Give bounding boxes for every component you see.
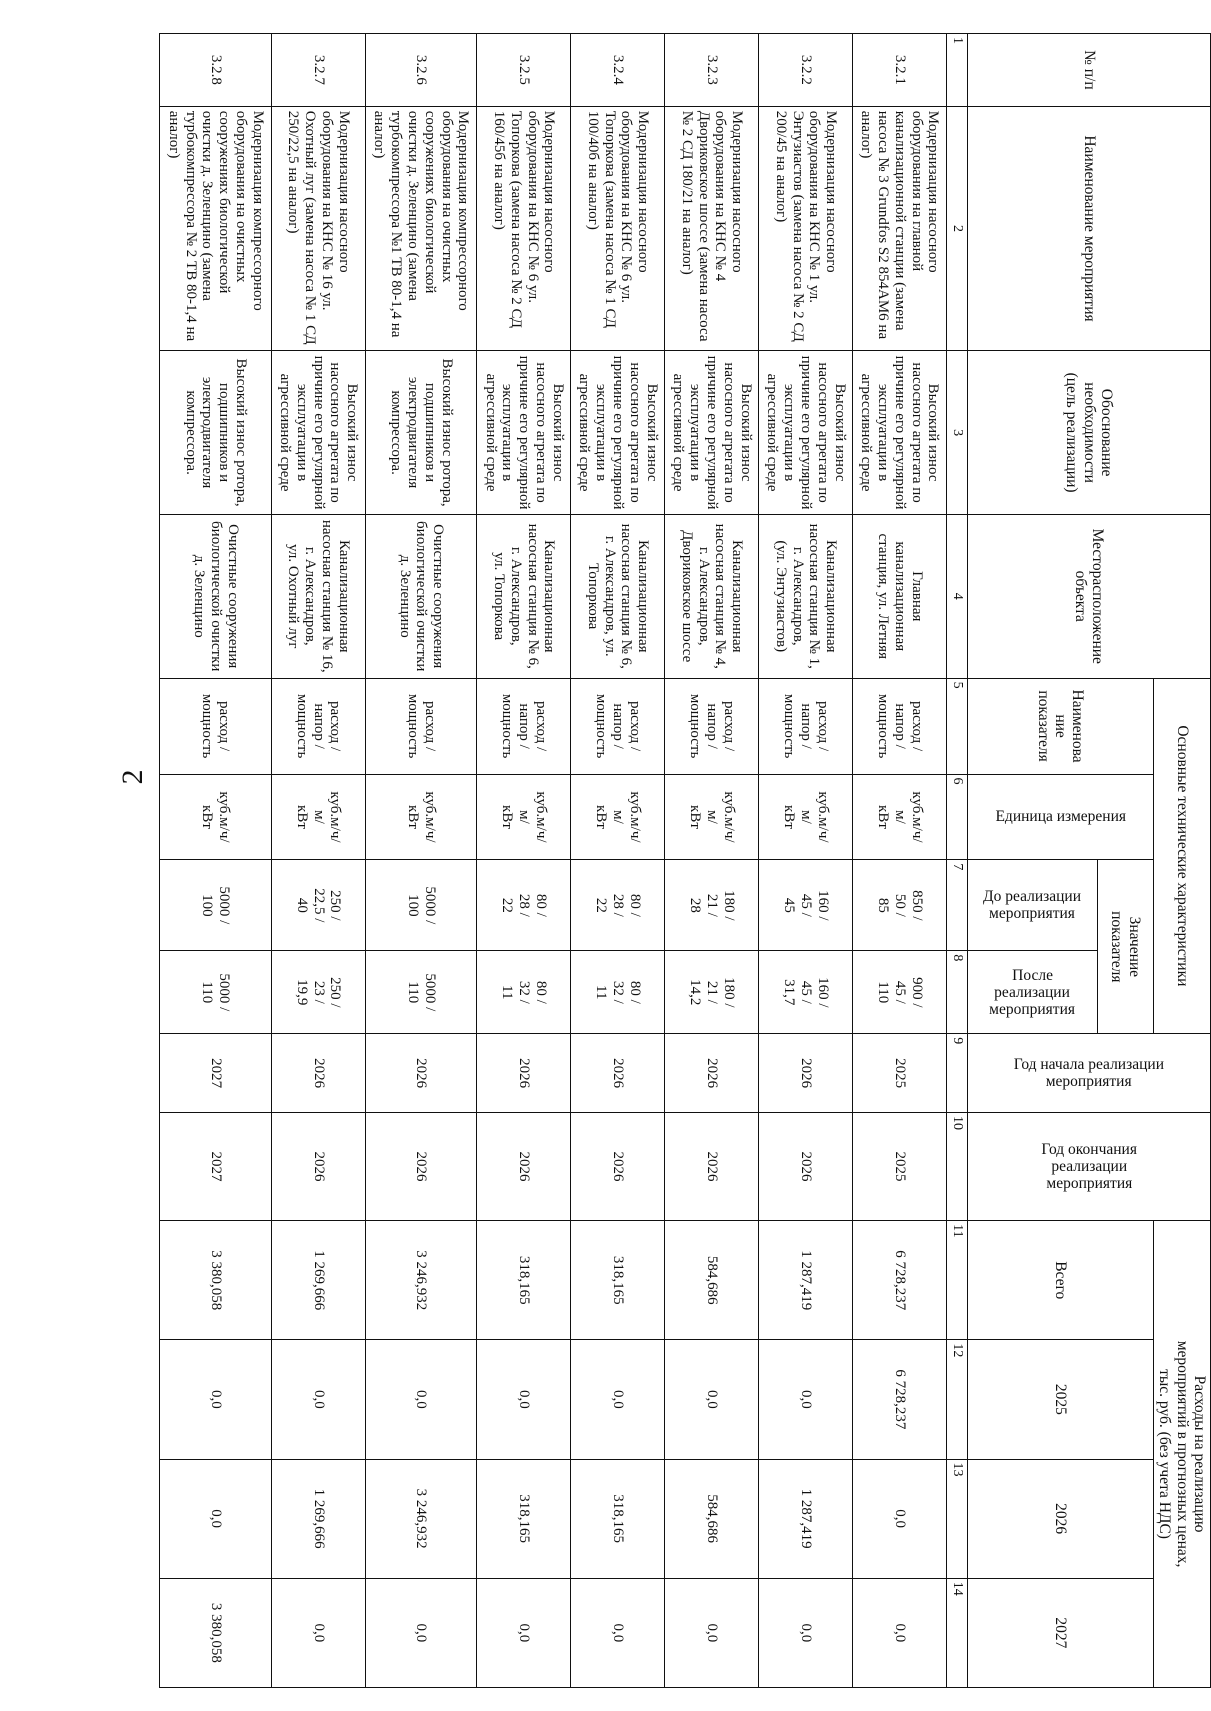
end-year: 2026 xyxy=(571,1113,665,1221)
cost-2026: 1 269,666 xyxy=(271,1459,365,1578)
column-number: 2 xyxy=(946,106,967,351)
value-after: 900 / 45 / 110 xyxy=(853,951,947,1034)
cost-total: 318,165 xyxy=(477,1221,571,1340)
indicator-name: расход / напор / мощность xyxy=(853,678,947,774)
measure-reason: Высокий износ ротора, подшипников и электродвигателя компрессора. xyxy=(160,351,272,515)
measure-reason: Высокий износ насосного агрегата по причине его регулярной эксплуатации в агрессивной среде xyxy=(665,351,759,515)
start-year: 2026 xyxy=(477,1034,571,1113)
cost-2026: 318,165 xyxy=(477,1459,571,1578)
indicator-name: расход / напор / мощность xyxy=(477,678,571,774)
header-indicator: Наименова ние показателя xyxy=(967,678,1153,774)
object-location: Очистные сооружения биологической очистки д. Зеленцино xyxy=(160,514,272,678)
rotated-document xyxy=(159,33,1211,1688)
table-row xyxy=(759,34,853,1688)
cost-2025: 0,0 xyxy=(571,1340,665,1459)
header-tech-group: Основные технические характеристики xyxy=(1153,678,1210,1034)
end-year: 2026 xyxy=(477,1113,571,1221)
table-row xyxy=(477,34,571,1688)
indicator-name: расход / напор / мощность xyxy=(665,678,759,774)
end-year: 2026 xyxy=(759,1113,853,1221)
column-number: 6 xyxy=(946,774,967,860)
column-number: 11 xyxy=(946,1221,967,1340)
cost-2027: 0,0 xyxy=(271,1578,365,1687)
measure-name: Модернизация компрессорного оборудования на очистных сооружениях биологической очистки д. Зеленцино (замена турбокомпрессора №1 ТВ 80-1,4 на аналог) xyxy=(365,106,477,351)
row-number: 3.2.6 xyxy=(365,34,477,107)
value-before: 80 / 28 / 22 xyxy=(477,860,571,951)
measure-reason: Высокий износ насосного агрегата по причине его регулярной эксплуатации в агрессивной среде xyxy=(759,351,853,515)
page-number: 2 xyxy=(116,769,149,785)
header-reason: Обоснование необходимости (цель реализации) xyxy=(967,351,1210,515)
column-number: 7 xyxy=(946,860,967,951)
end-year: 2025 xyxy=(853,1113,947,1221)
measure-name: Модернизация компрессорного оборудования на очистных сооружениях биологической очистки д. Зеленцино (замена турбокомпрессора № 2 ТВ 80-1,4 на аналог) xyxy=(160,106,272,351)
value-after: 160 / 45 / 31,7 xyxy=(759,951,853,1034)
indicator-unit: куб.м/ч/ кВт xyxy=(365,774,477,860)
header-location: Месторасположение объекта xyxy=(967,514,1210,678)
start-year: 2026 xyxy=(271,1034,365,1113)
cost-2027: 3 380,058 xyxy=(160,1578,272,1687)
value-after: 80 / 32 / 11 xyxy=(571,951,665,1034)
column-number-row xyxy=(946,34,967,1688)
start-year: 2026 xyxy=(571,1034,665,1113)
cost-2026: 0,0 xyxy=(160,1459,272,1578)
cost-2027: 0,0 xyxy=(759,1578,853,1687)
table-row xyxy=(365,34,477,1688)
measure-name: Модернизация насосного оборудования на КНС № 1 ул. Энтузиастов (замена насоса № 2 СД 200/45 на аналог) xyxy=(759,106,853,351)
indicator-name: расход / напор / мощность xyxy=(571,678,665,774)
value-after: 250 / 23 / 19,9 xyxy=(271,951,365,1034)
measures-table xyxy=(159,33,1211,1688)
start-year: 2026 xyxy=(665,1034,759,1113)
header-2027: 2027 xyxy=(967,1578,1153,1687)
indicator-name: расход / напор / мощность xyxy=(271,678,365,774)
column-number: 4 xyxy=(946,514,967,678)
value-before: 850 / 50 / 85 xyxy=(853,860,947,951)
start-year: 2026 xyxy=(759,1034,853,1113)
row-number: 3.2.5 xyxy=(477,34,571,107)
table-body xyxy=(160,34,947,1688)
end-year: 2026 xyxy=(365,1113,477,1221)
header-name: Наименование мероприятия xyxy=(967,106,1210,351)
row-number: 3.2.1 xyxy=(853,34,947,107)
cost-2025: 6 728,237 xyxy=(853,1340,947,1459)
indicator-unit: куб.м/ч/ м/ кВт xyxy=(571,774,665,860)
header-cost-group: Расходы на реализацию мероприятий в прогнозных ценах, тыс. руб. (без учета НДС) xyxy=(1153,1221,1210,1688)
measure-reason: Высокий износ насосного агрегата по причине его регулярной эксплуатации в агрессивной среде xyxy=(271,351,365,515)
row-number: 3.2.8 xyxy=(160,34,272,107)
measure-name: Модернизация насосного оборудования на КНС № 6 ул. Топоркова (замена насоса № 1 СД 100/40б на аналог) xyxy=(571,106,665,351)
header-2025: 2025 xyxy=(967,1340,1153,1459)
column-number: 12 xyxy=(946,1340,967,1459)
object-location: Канализационная насосная станция № 16, г. Александров, ул. Охотный луг xyxy=(271,514,365,678)
measure-name: Модернизация насосного оборудования на главной канализационной станции (замена насоса № 3 Grundfos S2 854AM6 на аналог) xyxy=(853,106,947,351)
cost-2025: 0,0 xyxy=(665,1340,759,1459)
row-number: 3.2.3 xyxy=(665,34,759,107)
header-value-group: Значение показателя xyxy=(1097,860,1153,1034)
table-row xyxy=(271,34,365,1688)
cost-2027: 0,0 xyxy=(365,1578,477,1687)
end-year: 2026 xyxy=(271,1113,365,1221)
cost-2026: 0,0 xyxy=(853,1459,947,1578)
value-before: 80 / 28 / 22 xyxy=(571,860,665,951)
cost-total: 6 728,237 xyxy=(853,1221,947,1340)
measure-reason: Высокий износ насосного агрегата по причине его регулярной эксплуатации в агрессивной среде xyxy=(571,351,665,515)
object-location: Канализационная насосная станция № 6, г. Александров, ул. Топоркова xyxy=(477,514,571,678)
table-row xyxy=(853,34,947,1688)
cost-2026: 318,165 xyxy=(571,1459,665,1578)
measure-reason: Высокий износ насосного агрегата по причине его регулярной эксплуатации в агрессивной среде xyxy=(853,351,947,515)
cost-2025: 0,0 xyxy=(271,1340,365,1459)
object-location: Главная канализационная станция, ул. Летняя xyxy=(853,514,947,678)
column-number: 8 xyxy=(946,951,967,1034)
indicator-name: расход / мощность xyxy=(365,678,477,774)
header-num: № п/п xyxy=(967,34,1210,107)
header-end-year: Год окончания реализации мероприятия xyxy=(967,1113,1210,1221)
column-number: 9 xyxy=(946,1034,967,1113)
cost-total: 1 287,419 xyxy=(759,1221,853,1340)
value-after: 180 / 21 / 14,2 xyxy=(665,951,759,1034)
header-total: Всего xyxy=(967,1221,1153,1340)
column-number: 1 xyxy=(946,34,967,107)
value-before: 250 / 22,5 / 40 xyxy=(271,860,365,951)
column-number: 3 xyxy=(946,351,967,515)
row-number: 3.2.2 xyxy=(759,34,853,107)
header-2026: 2026 xyxy=(967,1459,1153,1578)
object-location: Очистные сооружения биологической очистки д. Зеленцино xyxy=(365,514,477,678)
object-location: Канализационная насосная станция № 4, г. Александров, Двориковское шоссе xyxy=(665,514,759,678)
measure-name: Модернизация насосного оборудования на КНС № 4 Двориковское шоссе (замена насоса № 2 СД 180/21 на аналог) xyxy=(665,106,759,351)
value-after: 80 / 32 / 11 xyxy=(477,951,571,1034)
indicator-unit: куб.м/ч/ м/ кВт xyxy=(477,774,571,860)
row-number: 3.2.4 xyxy=(571,34,665,107)
cost-2027: 0,0 xyxy=(665,1578,759,1687)
header-start-year: Год начала реализации мероприятия xyxy=(967,1034,1210,1113)
row-number: 3.2.7 xyxy=(271,34,365,107)
indicator-unit: куб.м/ч/ м/ кВт xyxy=(271,774,365,860)
start-year: 2025 xyxy=(853,1034,947,1113)
column-number: 10 xyxy=(946,1113,967,1221)
column-number: 5 xyxy=(946,678,967,774)
value-before: 5000 / 100 xyxy=(160,860,272,951)
header-unit: Единица измерения xyxy=(967,774,1153,860)
indicator-name: расход / напор / мощность xyxy=(759,678,853,774)
cost-total: 584,686 xyxy=(665,1221,759,1340)
indicator-unit: куб.м/ч/ м/ кВт xyxy=(665,774,759,860)
object-location: Канализационная насосная станция № 1, г. Александров, (ул. Энтузиастов) xyxy=(759,514,853,678)
measure-name: Модернизация насосного оборудования на КНС № 16 ул. Охотный луг (замена насоса № 1 СД 250/22,5 на аналог) xyxy=(271,106,365,351)
indicator-unit: куб.м/ч/ м/ кВт xyxy=(759,774,853,860)
cost-2025: 0,0 xyxy=(160,1340,272,1459)
cost-2026: 584,686 xyxy=(665,1459,759,1578)
cost-2025: 0,0 xyxy=(365,1340,477,1459)
value-before: 180 / 21 / 28 xyxy=(665,860,759,951)
cost-2027: 0,0 xyxy=(477,1578,571,1687)
measure-name: Модернизация насосного оборудования на КНС № 6 ул. Топоркова (замена насоса № 2 СД 160/45б на аналог) xyxy=(477,106,571,351)
object-location: Канализационная насосная станция № 6, г. Александров, ул. Топоркова xyxy=(571,514,665,678)
cost-total: 3 246,932 xyxy=(365,1221,477,1340)
value-before: 5000 / 100 xyxy=(365,860,477,951)
cost-2027: 0,0 xyxy=(853,1578,947,1687)
cost-total: 318,165 xyxy=(571,1221,665,1340)
cost-2025: 0,0 xyxy=(477,1340,571,1459)
end-year: 2027 xyxy=(160,1113,272,1221)
header-after: После реализации мероприятия xyxy=(967,951,1097,1034)
column-number: 14 xyxy=(946,1578,967,1687)
header-before: До реализации мероприятия xyxy=(967,860,1097,951)
cost-2026: 3 246,932 xyxy=(365,1459,477,1578)
cost-total: 3 380,058 xyxy=(160,1221,272,1340)
measure-reason: Высокий износ насосного агрегата по причине его регулярной эксплуатации в агрессивной среде xyxy=(477,351,571,515)
cost-2027: 0,0 xyxy=(571,1578,665,1687)
value-after: 5000 / 110 xyxy=(365,951,477,1034)
cost-2025: 0,0 xyxy=(759,1340,853,1459)
measure-reason: Высокий износ ротора, подшипников и электродвигателя компрессора. xyxy=(365,351,477,515)
cost-2026: 1 287,419 xyxy=(759,1459,853,1578)
column-number: 13 xyxy=(946,1459,967,1578)
table-row xyxy=(160,34,272,1688)
indicator-unit: куб.м/ч/ кВт xyxy=(160,774,272,860)
table-row xyxy=(571,34,665,1688)
start-year: 2026 xyxy=(365,1034,477,1113)
cost-total: 1 269,666 xyxy=(271,1221,365,1340)
indicator-name: расход / мощность xyxy=(160,678,272,774)
end-year: 2026 xyxy=(665,1113,759,1221)
start-year: 2027 xyxy=(160,1034,272,1113)
value-before: 160 / 45 / 45 xyxy=(759,860,853,951)
indicator-unit: куб.м/ч/ м/ кВт xyxy=(853,774,947,860)
table-row xyxy=(665,34,759,1688)
value-after: 5000 / 110 xyxy=(160,951,272,1034)
